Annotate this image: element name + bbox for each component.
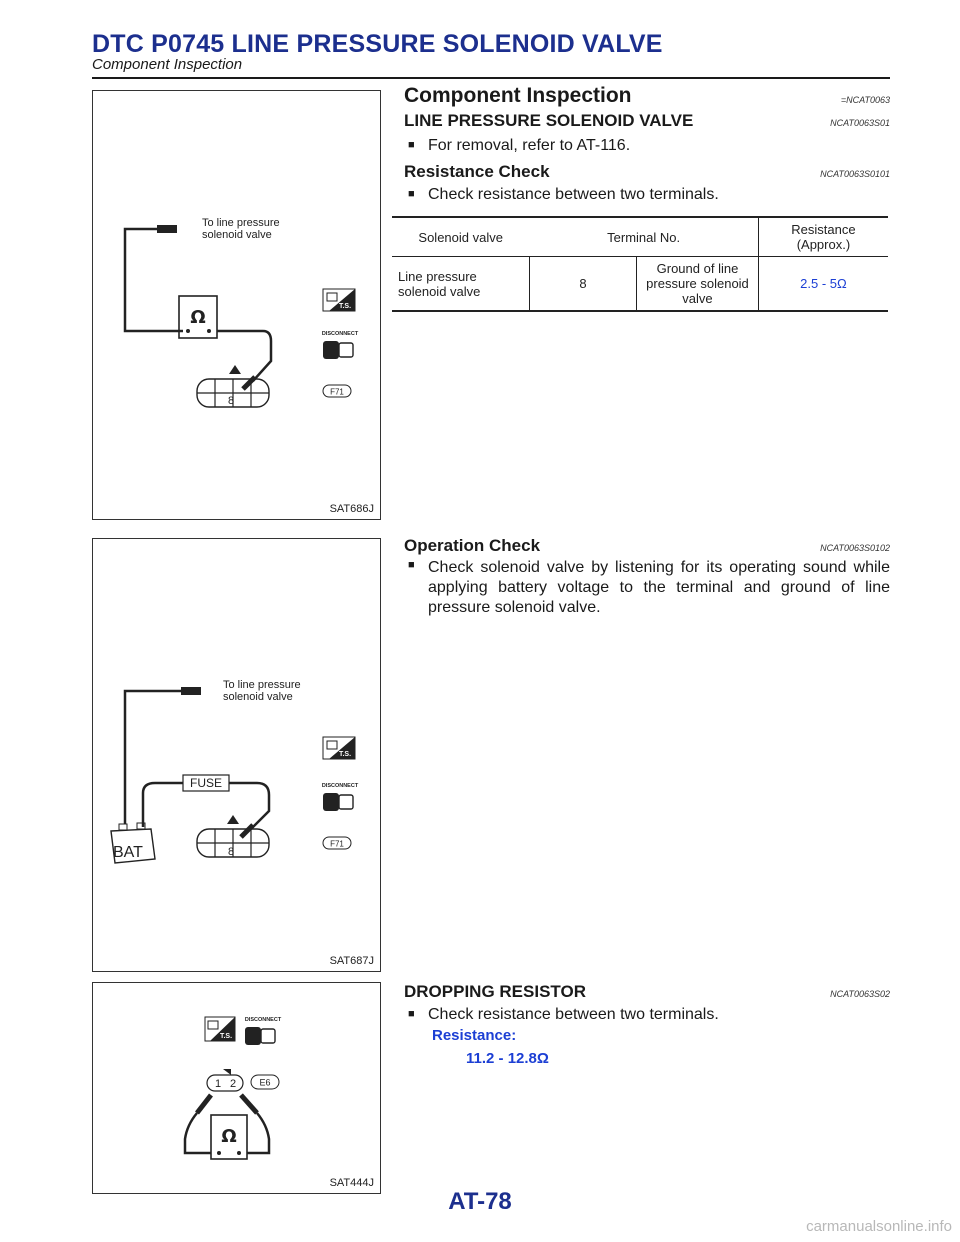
svg-text:T.S.: T.S. bbox=[338, 303, 352, 310]
operation-check-text: Check solenoid valve by listening for its operating sound while applying battery voltage to the terminal and ground of line pressure solenoid valve. bbox=[428, 559, 890, 616]
resistance-check-heading-row bbox=[404, 162, 890, 182]
svg-text:DISCONNECT: DISCONNECT bbox=[244, 1017, 282, 1023]
bullet-item: ■ Check resistance between two terminals. bbox=[408, 186, 719, 203]
svg-text:E6: E6 bbox=[259, 1077, 271, 1088]
fuse-label: FUSE bbox=[189, 776, 223, 790]
battery-test-diagram bbox=[93, 539, 380, 971]
svg-text:DISCONNECT: DISCONNECT bbox=[321, 783, 359, 789]
resistance-spec-value: 11.2 - 12.8Ω bbox=[466, 1050, 549, 1067]
bullet-icon: ■ bbox=[408, 139, 415, 151]
resistance-table bbox=[392, 216, 888, 312]
subsection-heading: Resistance Check bbox=[404, 162, 550, 181]
figure-label: SAT444J bbox=[329, 1177, 374, 1189]
ts-icon bbox=[323, 289, 355, 311]
figure-note: To line pressure solenoid valve bbox=[223, 679, 301, 703]
table-cell: Ground of line pressure solenoid valve bbox=[637, 257, 759, 312]
section-code: NCAT0063S0102 bbox=[820, 543, 890, 553]
terminal-label: 8 bbox=[227, 395, 235, 407]
svg-text:1: 1 bbox=[214, 1078, 222, 1090]
svg-text:2: 2 bbox=[229, 1078, 237, 1090]
watermark-site: carmanualsonline.info bbox=[806, 1218, 952, 1235]
svg-text:Ω: Ω bbox=[190, 307, 206, 328]
svg-text:8: 8 bbox=[227, 846, 235, 858]
dropping-resistor-heading-row bbox=[404, 982, 890, 1002]
svg-text:BAT: BAT bbox=[113, 844, 143, 861]
section-code: =NCAT0063 bbox=[840, 95, 890, 105]
table-header-cell: Terminal No. bbox=[607, 229, 681, 245]
svg-text:Ω: Ω bbox=[221, 1126, 237, 1147]
svg-text:T.S.: T.S. bbox=[219, 1033, 233, 1040]
bullet-icon: ■ bbox=[408, 559, 415, 571]
resistance-spec-label: Resistance: bbox=[432, 1027, 517, 1044]
connector-badge bbox=[251, 1075, 279, 1089]
operation-check-heading-row bbox=[404, 536, 890, 556]
disconnect-icon bbox=[322, 331, 359, 359]
section-code: NCAT0063S01 bbox=[830, 118, 890, 128]
connector-badge bbox=[323, 385, 351, 397]
svg-text:DISCONNECT: DISCONNECT bbox=[321, 331, 359, 337]
figure-label: SAT686J bbox=[329, 503, 374, 515]
dropping-resistor-diagram bbox=[93, 983, 380, 1193]
battery-icon bbox=[111, 823, 155, 863]
bullet-item: ■ Check resistance between two terminals. bbox=[408, 1006, 719, 1023]
disconnect-icon bbox=[245, 1017, 282, 1045]
table-header-cell: Solenoid valve bbox=[418, 229, 503, 245]
figure-sat686j bbox=[92, 90, 381, 520]
svg-text:F71: F71 bbox=[330, 387, 344, 397]
disconnect-icon bbox=[322, 783, 359, 811]
section-code: NCAT0063S02 bbox=[830, 989, 890, 999]
component-inspection-heading-row bbox=[404, 84, 890, 108]
page-number: AT-78 bbox=[448, 1188, 512, 1215]
bullet-icon: ■ bbox=[408, 188, 415, 200]
lpsv-heading-row bbox=[404, 111, 890, 131]
connector-badge bbox=[323, 837, 351, 849]
table-header-cell: Resistance (Approx.) bbox=[758, 217, 888, 257]
figure-note: To line pressure solenoid valve bbox=[202, 217, 280, 241]
ohmmeter-diagram bbox=[93, 91, 380, 519]
ts-icon bbox=[205, 1017, 235, 1041]
table-cell: Line pressure solenoid valve bbox=[398, 268, 481, 299]
table-cell: 8 bbox=[529, 257, 636, 312]
table-header-row bbox=[392, 217, 888, 257]
subsection-heading: LINE PRESSURE SOLENOID VALVE bbox=[404, 111, 694, 130]
bullet-icon: ■ bbox=[408, 1008, 415, 1020]
page-subtitle: Component Inspection bbox=[92, 56, 243, 73]
header-rule bbox=[92, 77, 890, 79]
svg-text:F71: F71 bbox=[330, 839, 344, 849]
subsection-heading: Operation Check bbox=[404, 536, 541, 555]
section-heading: Component Inspection bbox=[404, 84, 632, 107]
table-row bbox=[392, 257, 888, 312]
ts-icon bbox=[323, 737, 355, 759]
figure-sat444j bbox=[92, 982, 381, 1194]
table-cell: 2.5 - 5Ω bbox=[758, 257, 888, 312]
svg-text:T.S.: T.S. bbox=[338, 751, 352, 758]
figure-label: SAT687J bbox=[329, 955, 374, 967]
figure-sat687j bbox=[92, 538, 381, 972]
section-code: NCAT0063S0101 bbox=[820, 169, 890, 179]
page-title: DTC P0745 LINE PRESSURE SOLENOID VALVE bbox=[92, 30, 663, 58]
bullet-item: ■ For removal, refer to AT-116. bbox=[408, 137, 631, 154]
subsection-heading: DROPPING RESISTOR bbox=[404, 982, 586, 1001]
